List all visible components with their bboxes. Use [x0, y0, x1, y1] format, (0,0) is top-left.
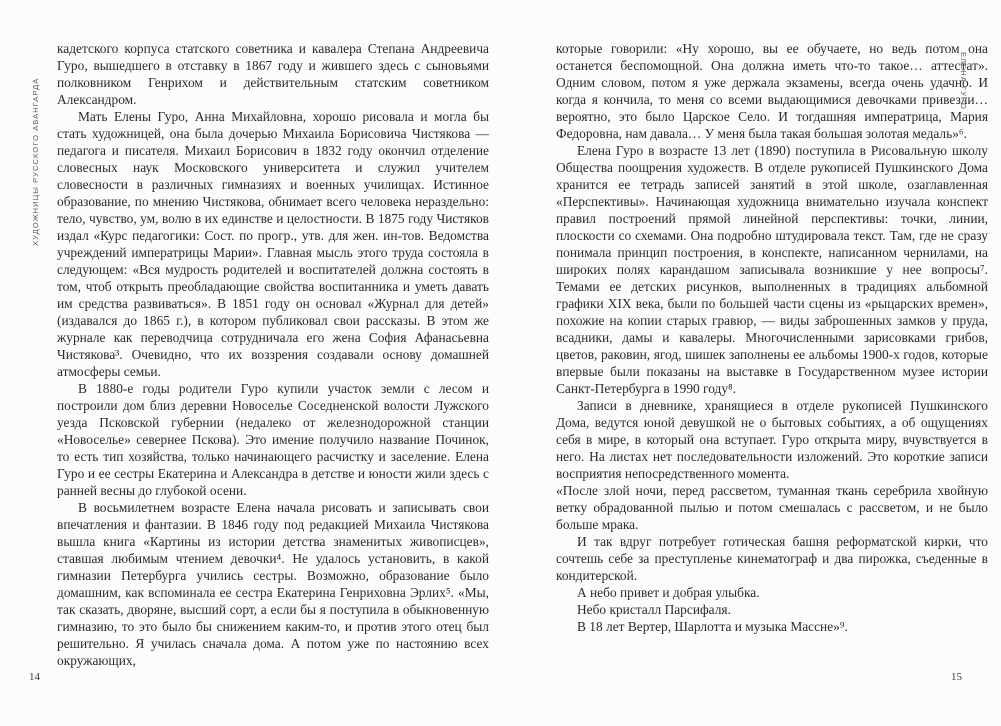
paragraph: А небо привет и добрая улыбка.	[577, 585, 760, 600]
paragraph: В 1880-е годы родители Гуро купили участок земли с лесом и построили дом близ деревни Новоселье Соседненской волости Лужского уезда Псковской губернии (недалеко от железнодорожной станции «Новоселье» севернее Пскова). Это имение получило название Починок, то есть тип хозяйства, только начинающего расчистку и заселение. Елена Гуро и ее сестры Екатерина и Александра в детстве и юности жили здесь с ранней весны до глубокой осени.	[57, 381, 489, 498]
paragraph: В 18 лет Вертер, Шарлотта и музыка Массне»⁹.	[577, 619, 848, 634]
paragraph: Елена Гуро в возрасте 13 лет (1890) поступила в Рисовальную школу Общества поощрения художеств. В отделе рукописей Пушкинского Дома хранится ее тетрадь записей занятий в этой школе, озаглавленная «Перспективы». Начинающая художница внимательно изучала конспект правил построений прямой линейной перспективы: точки, линии, плоскости со схемами. Она подробно штудировала текст. Там, где не сразу понимала принцип построения, в конспекте, написанном чернилами, на широких полях карандашом записывала возникшие у нее вопросы⁷. Темами ее детских рисунков, выполненных в традициях альбомной графики XIX века, были по большей части сцены из «рыцарских времен», похожие на копии старых гравюр, — виды заброшенных замков у пруда, всадники, дамы и кавалеры. Многочисленными зарисовками грибов, цветов, раковин, ягод, шишек заполнены ее альбомы 1900-х годов, которые впервые были показаны на выставке в Государственном музее истории Санкт-Петербурга в 1990 году⁸.	[556, 143, 988, 396]
paragraph: В восьмилетнем возрасте Елена начала рисовать и записывать свои впечатления и фантазии. В 1846 году под редакцией Михаила Чистякова вышла книга «Картины из истории детства знаменитых живописцев», ставшая любимым чтением девочки⁴. Не удалось установить, в какой гимназии Петербурга учились сестры. Возможно, образование было домашним, как вспоминала ее сестра Екатерина Генриховна Эрлих⁵. «Мы, так сказать, дворяне, высший сорт, а если бы я поступила в обыкновенную гимназию, то это было бы снижением каким-то, и против этого отец был решительно. Я училась сначала дома. А потом уже по настоянию всех окружающих,	[57, 500, 489, 668]
paragraph: Мать Елены Гуро, Анна Михайловна, хорошо рисовала и могла бы стать художницей, она была дочерью Михаила Борисовича Чистякова — педагога и писателя. Михаил Борисович в 1832 году окончил отделение словесных наук Московского университета и служил учителем словесности в различных гимназиях и военных училищах. Истинное образование, по мнению Чистякова, обнимает всего человека нераздельно: тело, чувство, ум, волю в их единстве и целостности. В 1875 году Чистяков издал «Курс педагогики: Сост. по прогр., утв. для жен. ин-тов. Ведомства учреждений императрицы Марии». Главная мысль этого труда состояла в следующем: «Вся мудрость родителей и воспитателей должна состоять в том, чтоб открыть преобладающие свойства воспитанника и уметь давать им средства развиваться». В 1851 году он основал «Журнал для детей» (издавался до 1865 г.), в котором публиковал свои рассказы. В этом же журнале как переводчица сотрудничала его жена София Афанасьевна Чистякова³. Очевидно, что их воззрения создавали основу домашней атмосферы семьи.	[57, 109, 489, 379]
paragraph: Небо кристалл Парсифаля.	[577, 602, 731, 617]
right-page-number: 15	[951, 671, 962, 683]
right-margin-caption: ЕЛЕНА ГУРО	[959, 52, 968, 110]
left-page-number: 14	[29, 671, 40, 683]
left-text-column	[57, 40, 489, 680]
right-page	[501, 0, 1001, 726]
left-page	[0, 0, 500, 726]
paragraph: «После злой ночи, перед рассветом, туманная ткань серебрила хвойную ветку обрадованной пылью и потом смешалась с рассветом, и не было больше мрака.	[556, 483, 988, 532]
paragraph: Записи в дневнике, хранящиеся в отделе рукописей Пушкинского Дома, ведутся юной девушкой не о бытовых событиях, а об ощущениях себя в мире, в который она вступает. Гуро открыта миру, вчувствуется в него. На листах нет последовательности изложений. Это короткие записи восприятия непосредственного момента.	[556, 398, 988, 481]
paragraph: которые говорили: «Ну хорошо, вы ее обучаете, но ведь потом она останется беспомощной. Она должна иметь что-то такое… аттестат». Одним словом, потом я уже держала экзамены, всегда очень удачно. И когда я кончила, то меня со всеми выдающимися девочками привезли… вероятно, это было Царское Село. И тогдашняя императрица, Мария Федоровна, нам давала… У меня была такая большая золотая медаль»⁶.	[556, 41, 988, 141]
paragraph: И так вдруг потребует готическая башня реформатской кирки, что сочтешь себе за преступленье кинематограф и два пирожка, съеденные в кондитерской.	[556, 534, 988, 583]
right-text-column	[556, 40, 988, 680]
paragraph: кадетского корпуса статского советника и кавалера Степана Андреевича Гуро, вышедшего в отставку в 1867 году и жившего здесь с сыновьями полковником Генрихом и действительным статским советником Александром.	[57, 41, 489, 107]
left-margin-caption: ХУДОЖНИЦЫ РУССКОГО АВАНГАРДА	[31, 77, 40, 246]
